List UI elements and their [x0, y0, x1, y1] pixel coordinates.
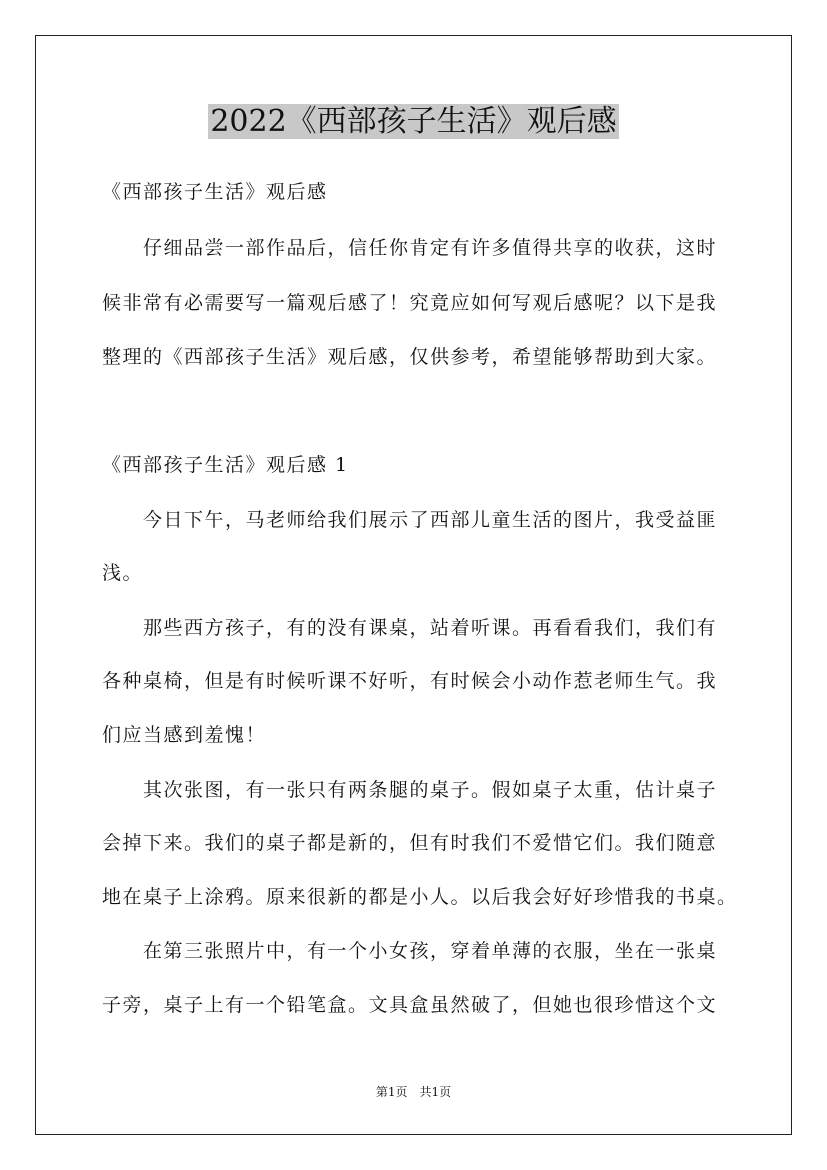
body-line: 各种桌椅，但是有时候听课不好听，有时候会小动作惹老师生气。我 — [102, 670, 718, 692]
body-line: 其次张图，有一张只有两条腿的桌子。假如桌子太重，估计桌子 — [143, 779, 718, 801]
body-line: 今日下午，马老师给我们展示了西部儿童生活的图片，我受益匪 — [143, 509, 718, 531]
body-line: 会掉下来。我们的桌子都是新的，但有时我们不爱惜它们。我们随意 — [102, 832, 718, 854]
intro-line: 候非常有必需要写一篇观后感了！究竟应如何写观后感呢？以下是我 — [102, 292, 718, 314]
document-title — [0, 100, 827, 144]
document-title-text: 2022《西部孩子生活》观后感 — [210, 104, 617, 139]
body-line: 那些西方孩子，有的没有课桌，站着听课。再看看我们，我们有 — [143, 617, 718, 639]
body-line: 子旁，桌子上有一个铅笔盒。文具盒虽然破了，但她也很珍惜这个文 — [102, 994, 718, 1016]
document-subtitle: 《西部孩子生活》观后感 — [102, 181, 328, 203]
page-number: 第1页 共1页 — [375, 1085, 452, 1099]
section-heading: 《西部孩子生活》观后感 1 — [102, 454, 349, 476]
body-line: 浅。 — [102, 562, 144, 584]
body-line: 在第三张照片中，有一个小女孩，穿着单薄的衣服，坐在一张桌 — [143, 940, 718, 962]
body-line: 地在桌子上涂鸦。原来很新的都是小人。以后我会好好珍惜我的书桌。 — [102, 886, 738, 908]
intro-line: 整理的《西部孩子生活》观后感，仅供参考，希望能够帮助到大家。 — [102, 346, 718, 368]
body-line: 们应当感到羞愧！ — [102, 724, 267, 746]
intro-line: 仔细品尝一部作品后，信任你肯定有许多值得共享的收获，这时 — [143, 237, 718, 259]
